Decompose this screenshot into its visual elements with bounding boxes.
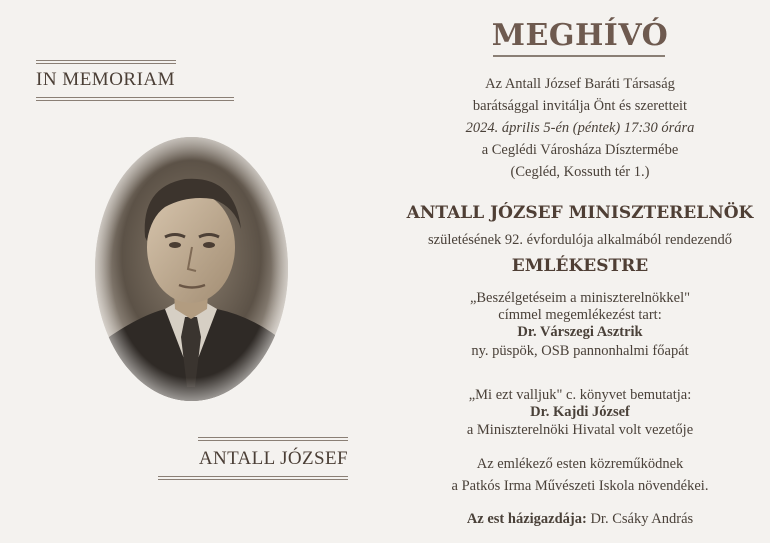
talk2-speaker: Dr. Kajdi József [530, 404, 630, 420]
name-block [158, 437, 348, 480]
performers-line-2: a Patkós Irma Művészeti Iskola növendékei. [451, 478, 709, 494]
event-title: EMLÉKESTRE [511, 256, 649, 276]
portrait-photo [95, 137, 288, 401]
invitation-heading: MEGHÍVÓ [491, 18, 669, 53]
talk2-title: „Mi ezt valljuk" c. könyvet bemutatja: [468, 387, 692, 403]
honoree-title: ANTALL JÓZSEF MINISZTERELNÖK [406, 203, 754, 223]
name-top-rule-1 [198, 437, 348, 438]
portrait-illustration [95, 137, 288, 401]
name-bottom-rule-1 [158, 476, 348, 477]
memoriam-block [36, 60, 234, 101]
occasion-line: születésének 92. évfordulója alkalmából rendezendő [428, 232, 732, 248]
host-name: Dr. Csáky András [590, 511, 694, 527]
memoriam-title: IN MEMORIAM [36, 69, 176, 90]
host-line [400, 511, 760, 527]
memoriam-bottom-rule-1 [36, 97, 234, 98]
talk1-role: ny. püspök, OSB pannonhalmi főapát [471, 343, 689, 359]
host-label: Az est házigazdája: [466, 511, 587, 527]
talk1-title: „Beszélgetéseim a miniszterelnökkel" [469, 290, 691, 306]
event-date: 2024. április 5-én (péntek) 17:30 órára [465, 120, 695, 136]
intro-line-2: barátsággal invitálja Önt és szeretteit [472, 98, 688, 114]
memoriam-top-rule-2 [36, 63, 176, 64]
event-address: (Cegléd, Kossuth tér 1.) [510, 164, 650, 180]
name-bottom-rule-2 [158, 479, 348, 480]
memoriam-top-rule-1 [36, 60, 176, 61]
intro-line-1: Az Antall József Baráti Társaság [485, 76, 675, 92]
honoree-name: ANTALL JÓZSEF [198, 448, 348, 469]
heading-underline [493, 55, 665, 57]
talk2-role: a Miniszterelnöki Hivatal volt vezetője [466, 422, 694, 438]
talk1-line: címmel megemlékezést tart: [498, 307, 662, 323]
name-top-rule-2 [198, 440, 348, 441]
memoriam-bottom-rule-2 [36, 100, 234, 101]
performers-line-1: Az emlékező esten közreműködnek [476, 456, 684, 472]
talk1-speaker: Dr. Várszegi Asztrik [517, 324, 643, 340]
event-venue: a Ceglédi Városháza Dísztermébe [481, 142, 679, 158]
